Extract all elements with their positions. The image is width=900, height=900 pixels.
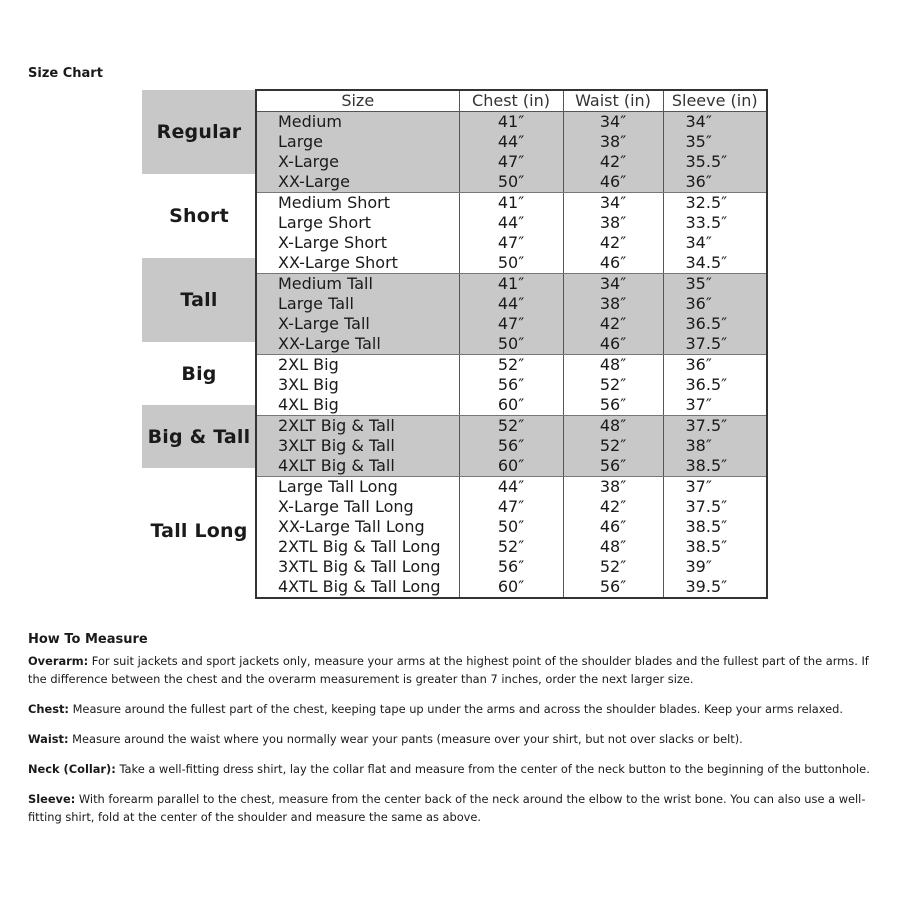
table-row [256, 274, 767, 295]
cell-chest: 44″ [459, 294, 563, 314]
cell-size: Large [256, 132, 459, 152]
table-row [256, 314, 767, 334]
table-row [256, 436, 767, 456]
cell-chest: 50″ [459, 334, 563, 355]
measure-label: Neck (Collar): [28, 762, 116, 776]
cell-sleeve: 36.5″ [663, 375, 767, 395]
cell-chest: 47″ [459, 314, 563, 334]
cell-size: XX-Large Tall Long [256, 517, 459, 537]
cell-waist: 46″ [563, 334, 663, 355]
cell-sleeve: 32.5″ [663, 193, 767, 214]
measure-item [28, 790, 878, 826]
table-header-row [256, 90, 767, 112]
cell-sleeve: 35″ [663, 132, 767, 152]
measure-item [28, 730, 878, 748]
cell-chest: 56″ [459, 436, 563, 456]
cell-chest: 41″ [459, 193, 563, 214]
cell-waist: 52″ [563, 557, 663, 577]
cell-size: Medium [256, 112, 459, 133]
table-row [256, 577, 767, 598]
cell-waist: 38″ [563, 213, 663, 233]
cell-waist: 42″ [563, 152, 663, 172]
measure-text: For suit jackets and sport jackets only, measure your arms at the highest point of the shoulder blades and the fullest part of the arms. If the difference between the chest and the overarm measurement is greater than 7 inches, order the next larger size. [28, 654, 869, 686]
table-row [256, 477, 767, 498]
cell-sleeve: 37″ [663, 477, 767, 498]
table-row [256, 294, 767, 314]
cell-waist: 34″ [563, 112, 663, 133]
cell-size: XX-Large Tall [256, 334, 459, 355]
cell-chest: 41″ [459, 112, 563, 133]
cell-size: 2XLT Big & Tall [256, 416, 459, 437]
cell-waist: 48″ [563, 355, 663, 376]
header-size: Size [256, 90, 459, 112]
cell-chest: 44″ [459, 213, 563, 233]
cell-sleeve: 38.5″ [663, 456, 767, 477]
table-row [256, 517, 767, 537]
cell-sleeve: 38.5″ [663, 537, 767, 557]
size-chart-table [255, 89, 768, 599]
cell-chest: 50″ [459, 172, 563, 193]
cell-chest: 56″ [459, 375, 563, 395]
cell-size: 3XLT Big & Tall [256, 436, 459, 456]
cell-size: Large Tall Long [256, 477, 459, 498]
measure-text: Measure around the waist where you normally wear your pants (measure over your shirt, but not over slacks or belt). [68, 732, 743, 746]
cell-sleeve: 36″ [663, 294, 767, 314]
cell-chest: 44″ [459, 477, 563, 498]
table-row [256, 213, 767, 233]
measure-item [28, 700, 878, 718]
cell-size: X-Large Short [256, 233, 459, 253]
cell-size: X-Large Tall Long [256, 497, 459, 517]
header-waist: Waist (in) [563, 90, 663, 112]
cell-waist: 56″ [563, 456, 663, 477]
cell-size: 3XTL Big & Tall Long [256, 557, 459, 577]
cell-waist: 38″ [563, 132, 663, 152]
measure-text: With forearm parallel to the chest, measure from the center back of the neck around the elbow to the wrist bone. You can also use a well-fitting shirt, fold at the center of the shoulder and measure the same as above. [28, 792, 866, 824]
cell-size: X-Large Tall [256, 314, 459, 334]
cell-chest: 52″ [459, 416, 563, 437]
cell-sleeve: 37.5″ [663, 416, 767, 437]
group-label: Tall Long [150, 520, 248, 542]
cell-size: 4XTL Big & Tall Long [256, 577, 459, 598]
cell-size: Medium Short [256, 193, 459, 214]
measure-label: Chest: [28, 702, 69, 716]
table-row [256, 395, 767, 416]
cell-waist: 42″ [563, 233, 663, 253]
cell-waist: 42″ [563, 497, 663, 517]
cell-size: XX-Large Short [256, 253, 459, 274]
table-row [256, 456, 767, 477]
table-row [256, 233, 767, 253]
cell-size: XX-Large [256, 172, 459, 193]
cell-sleeve: 37.5″ [663, 334, 767, 355]
cell-chest: 60″ [459, 456, 563, 477]
cell-waist: 38″ [563, 294, 663, 314]
cell-sleeve: 39.5″ [663, 577, 767, 598]
cell-waist: 52″ [563, 436, 663, 456]
page-title: Size Chart [28, 66, 103, 81]
cell-size: 2XL Big [256, 355, 459, 376]
group-label: Big [181, 362, 217, 385]
table-row [256, 112, 767, 133]
cell-size: 3XL Big [256, 375, 459, 395]
size-group-labels [142, 90, 256, 594]
cell-waist: 46″ [563, 172, 663, 193]
cell-sleeve: 37.5″ [663, 497, 767, 517]
how-to-measure-heading: How To Measure [28, 632, 148, 647]
table-row [256, 132, 767, 152]
header-chest: Chest (in) [459, 90, 563, 112]
table-row [256, 253, 767, 274]
how-to-measure-section [28, 631, 878, 838]
cell-chest: 41″ [459, 274, 563, 295]
measure-label: Overarm: [28, 654, 89, 668]
cell-sleeve: 36.5″ [663, 314, 767, 334]
cell-chest: 52″ [459, 537, 563, 557]
table-row [256, 152, 767, 172]
cell-sleeve: 34″ [663, 112, 767, 133]
cell-waist: 46″ [563, 517, 663, 537]
measure-label: Sleeve: [28, 792, 76, 806]
table-row [256, 193, 767, 214]
cell-sleeve: 34″ [663, 233, 767, 253]
cell-size: Medium Tall [256, 274, 459, 295]
cell-chest: 47″ [459, 233, 563, 253]
cell-size: 4XLT Big & Tall [256, 456, 459, 477]
table-row [256, 355, 767, 376]
cell-chest: 47″ [459, 497, 563, 517]
cell-chest: 44″ [459, 132, 563, 152]
cell-chest: 47″ [459, 152, 563, 172]
cell-sleeve: 34.5″ [663, 253, 767, 274]
cell-sleeve: 35.5″ [663, 152, 767, 172]
cell-chest: 60″ [459, 395, 563, 416]
group-label: Big & Tall [142, 405, 256, 468]
cell-sleeve: 36″ [663, 172, 767, 193]
cell-size: 2XTL Big & Tall Long [256, 537, 459, 557]
table-row [256, 557, 767, 577]
measure-label: Waist: [28, 732, 69, 746]
cell-sleeve: 33.5″ [663, 213, 767, 233]
cell-sleeve: 38″ [663, 436, 767, 456]
cell-size: X-Large [256, 152, 459, 172]
measure-item [28, 760, 878, 778]
table-row [256, 497, 767, 517]
cell-chest: 60″ [459, 577, 563, 598]
cell-waist: 46″ [563, 253, 663, 274]
cell-waist: 48″ [563, 537, 663, 557]
cell-sleeve: 37″ [663, 395, 767, 416]
measure-text: Take a well-fitting dress shirt, lay the collar flat and measure from the center of the neck button to the beginning of the buttonhole. [115, 762, 870, 776]
table-row [256, 334, 767, 355]
cell-waist: 56″ [563, 395, 663, 416]
cell-waist: 42″ [563, 314, 663, 334]
cell-sleeve: 39″ [663, 557, 767, 577]
header-sleeve: Sleeve (in) [663, 90, 767, 112]
cell-waist: 56″ [563, 577, 663, 598]
cell-waist: 52″ [563, 375, 663, 395]
group-label: Regular [142, 90, 256, 174]
cell-chest: 56″ [459, 557, 563, 577]
cell-chest: 50″ [459, 517, 563, 537]
group-label: Tall [142, 258, 256, 342]
cell-waist: 34″ [563, 193, 663, 214]
cell-sleeve: 38.5″ [663, 517, 767, 537]
group-label: Short [169, 205, 229, 227]
table-row [256, 416, 767, 437]
cell-waist: 48″ [563, 416, 663, 437]
measure-text: Measure around the fullest part of the chest, keeping tape up under the arms and across the shoulder blades. Keep your arms relaxed. [68, 702, 843, 716]
cell-size: 4XL Big [256, 395, 459, 416]
cell-waist: 34″ [563, 274, 663, 295]
table-row [256, 172, 767, 193]
cell-size: Large Short [256, 213, 459, 233]
table-row [256, 537, 767, 557]
cell-size: Large Tall [256, 294, 459, 314]
cell-sleeve: 36″ [663, 355, 767, 376]
cell-waist: 38″ [563, 477, 663, 498]
cell-chest: 50″ [459, 253, 563, 274]
measure-item [28, 652, 878, 688]
cell-sleeve: 35″ [663, 274, 767, 295]
cell-chest: 52″ [459, 355, 563, 376]
table-row [256, 375, 767, 395]
